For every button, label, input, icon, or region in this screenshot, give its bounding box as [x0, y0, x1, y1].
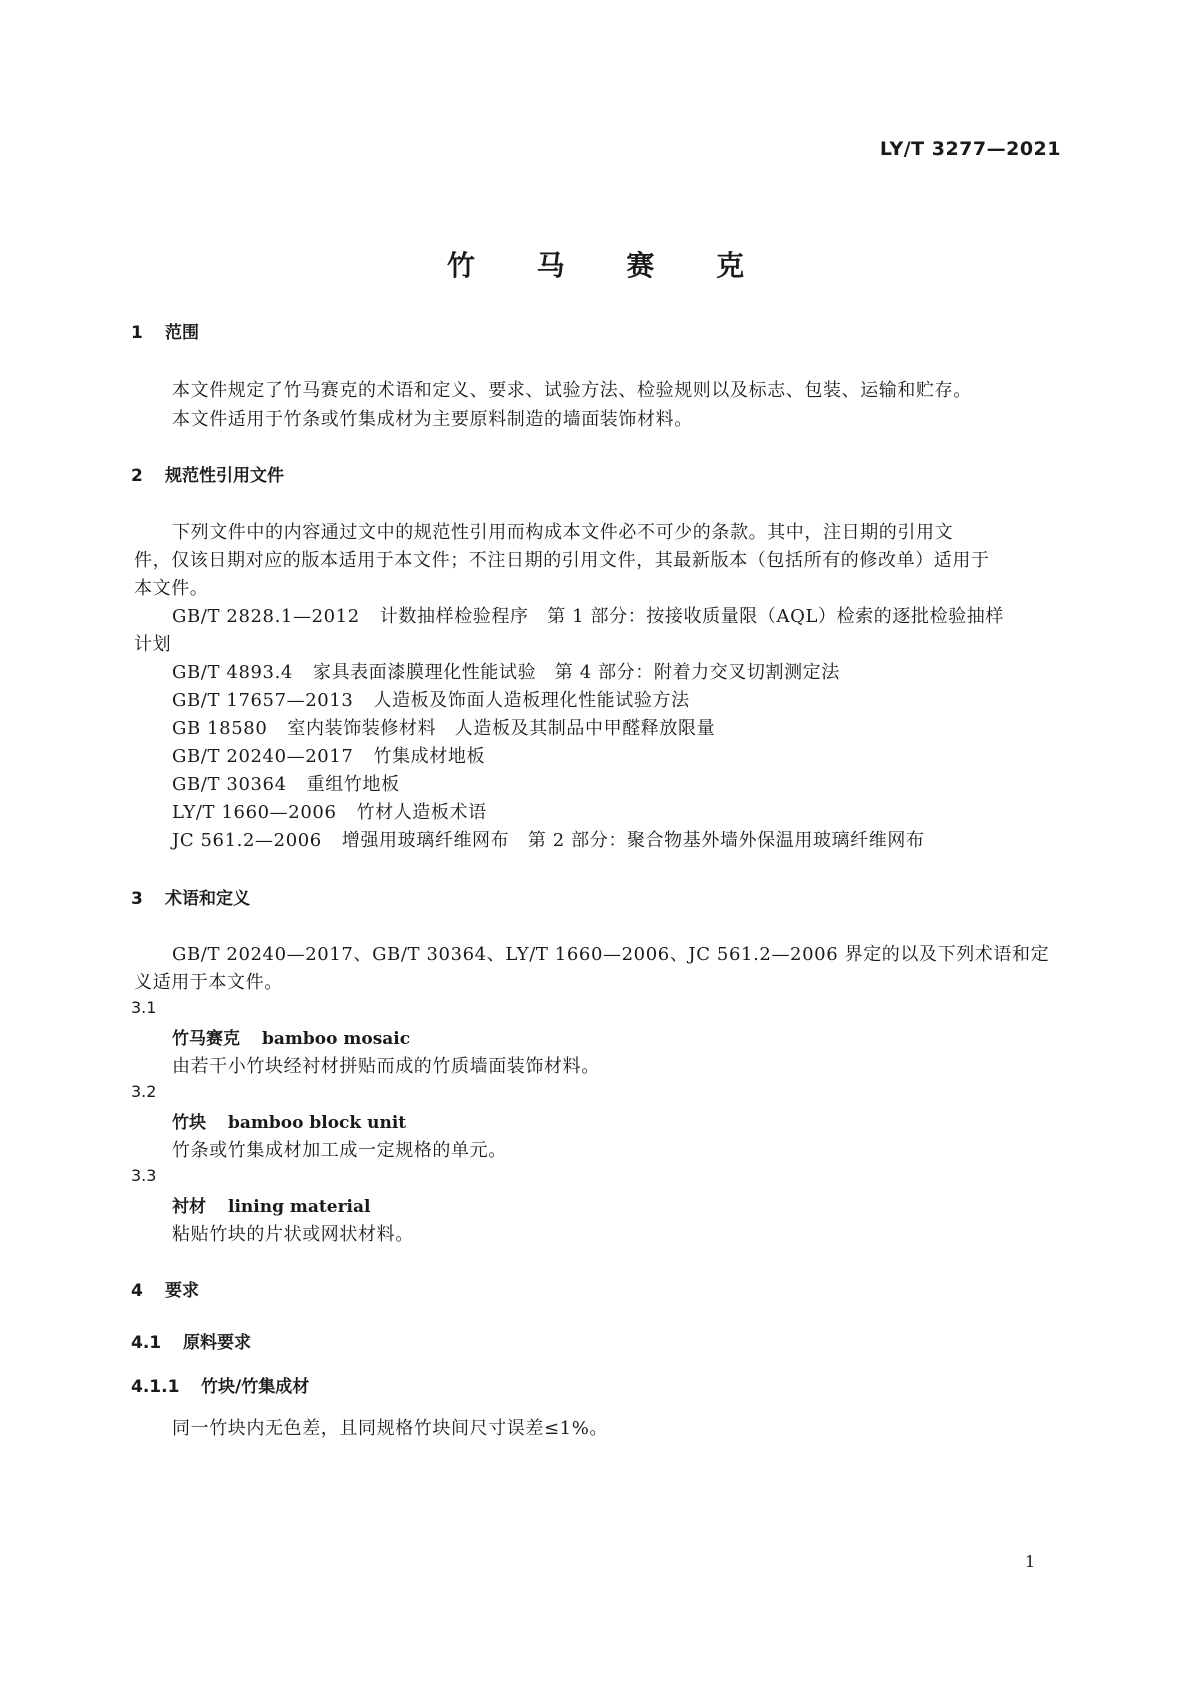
- reference-item: [172, 686, 690, 712]
- section-3-heading: [131, 884, 250, 909]
- term-english: bamboo block unit: [228, 1113, 407, 1133]
- reference-item: [172, 798, 487, 824]
- term-english: lining material: [228, 1197, 371, 1217]
- normative-intro-line-3: 本文件。: [134, 578, 209, 599]
- section-1-heading: [131, 318, 199, 343]
- reference-item: [172, 742, 485, 768]
- section-title: 范围: [165, 323, 199, 343]
- term-definition: 竹条或竹集成材加工成一定规格的单元。: [172, 1140, 507, 1161]
- reference-title-continuation: 计划: [134, 634, 172, 655]
- reference-title: 人造板及饰面人造板理化性能试验方法: [373, 690, 690, 711]
- reference-title: 增强用玻璃纤维网布 第 2 部分：聚合物基外墙外保温用玻璃纤维网布: [341, 830, 925, 851]
- normative-intro-line-1: 下列文件中的内容通过文中的规范性引用而构成本文件必不可少的条款。其中，注日期的引用文: [172, 522, 954, 543]
- reference-title: 家具表面漆膜理化性能试验 第 4 部分：附着力交叉切割测定法: [312, 662, 840, 683]
- reference-code: LY/T 1660—2006: [172, 802, 337, 823]
- section-number: 1: [131, 323, 143, 343]
- term-definition: 粘贴竹块的片状或网状材料。: [172, 1224, 414, 1245]
- section-4-heading: [131, 1276, 199, 1301]
- term-number: 3.1: [131, 998, 157, 1017]
- term-chinese: 竹块: [172, 1113, 206, 1133]
- term-entry: [172, 1024, 410, 1049]
- section-number: 4: [131, 1281, 143, 1301]
- terms-intro-line-1: GB/T 20240—2017、GB/T 30364、LY/T 1660—2006、JC 561.2—2006 界定的以及下列术语和定: [172, 944, 1050, 965]
- scope-paragraph-2: 本文件适用于竹条或竹集成材为主要原料制造的墙面装饰材料。: [172, 409, 693, 430]
- terms-intro-line-2: 义适用于本文件。: [134, 972, 283, 993]
- term-entry: [172, 1192, 370, 1217]
- reference-code: GB/T 17657—2013: [172, 690, 354, 711]
- reference-item: [172, 826, 925, 852]
- reference-code: GB/T 30364: [172, 774, 287, 795]
- reference-code: GB/T 4893.4: [172, 662, 293, 683]
- section-number: 3: [131, 889, 143, 909]
- reference-title: 重组竹地板: [306, 774, 400, 795]
- reference-title: 竹材人造板术语: [356, 802, 487, 823]
- reference-code: GB/T 20240—2017: [172, 746, 354, 767]
- reference-item: [172, 602, 1004, 628]
- subsection-title: 原料要求: [183, 1333, 251, 1353]
- subsection-4-1-heading: [131, 1328, 251, 1353]
- subsection-4-1-1-heading: [131, 1372, 309, 1397]
- reference-item: [172, 714, 715, 740]
- reference-title: 计数抽样检验程序 第 1 部分：按接收质量限（AQL）检索的逐批检验抽样: [379, 606, 1004, 627]
- subsection-title: 竹块/竹集成材: [201, 1377, 310, 1397]
- document-title: 竹 马 赛 克: [446, 249, 771, 282]
- term-number: 3.3: [131, 1166, 157, 1185]
- standard-code: LY/T 3277—2021: [879, 138, 1061, 160]
- term-english: bamboo mosaic: [262, 1029, 411, 1049]
- reference-code: JC 561.2—2006: [172, 830, 322, 851]
- term-definition: 由若干小竹块经衬材拼贴而成的竹质墙面装饰材料。: [172, 1056, 600, 1077]
- reference-code: GB 18580: [172, 718, 268, 739]
- requirement-paragraph: 同一竹块内无色差，且同规格竹块间尺寸误差≤1%。: [172, 1418, 609, 1439]
- section-title: 规范性引用文件: [165, 466, 284, 486]
- subsection-number: 4.1.1: [131, 1377, 180, 1397]
- reference-title: 室内装饰装修材料 人造板及其制品中甲醛释放限量: [287, 718, 716, 739]
- section-title: 术语和定义: [165, 889, 250, 909]
- term-entry: [172, 1108, 406, 1133]
- reference-code: GB/T 2828.1—2012: [172, 606, 360, 627]
- reference-title: 竹集成材地板: [373, 746, 486, 767]
- reference-item: [172, 658, 840, 684]
- section-title: 要求: [165, 1281, 199, 1301]
- term-number: 3.2: [131, 1082, 157, 1101]
- term-chinese: 竹马赛克: [172, 1029, 240, 1049]
- section-number: 2: [131, 466, 143, 486]
- reference-item: [172, 770, 400, 796]
- page-number: 1: [1025, 1552, 1036, 1571]
- subsection-number: 4.1: [131, 1333, 162, 1353]
- section-2-heading: [131, 461, 284, 486]
- scope-paragraph-1: 本文件规定了竹马赛克的术语和定义、要求、试验方法、检验规则以及标志、包装、运输和贮存。: [172, 380, 972, 401]
- term-chinese: 衬材: [172, 1197, 206, 1217]
- normative-intro-line-2: 件，仅该日期对应的版本适用于本文件；不注日期的引用文件，其最新版本（包括所有的修改单）适用于: [134, 550, 990, 571]
